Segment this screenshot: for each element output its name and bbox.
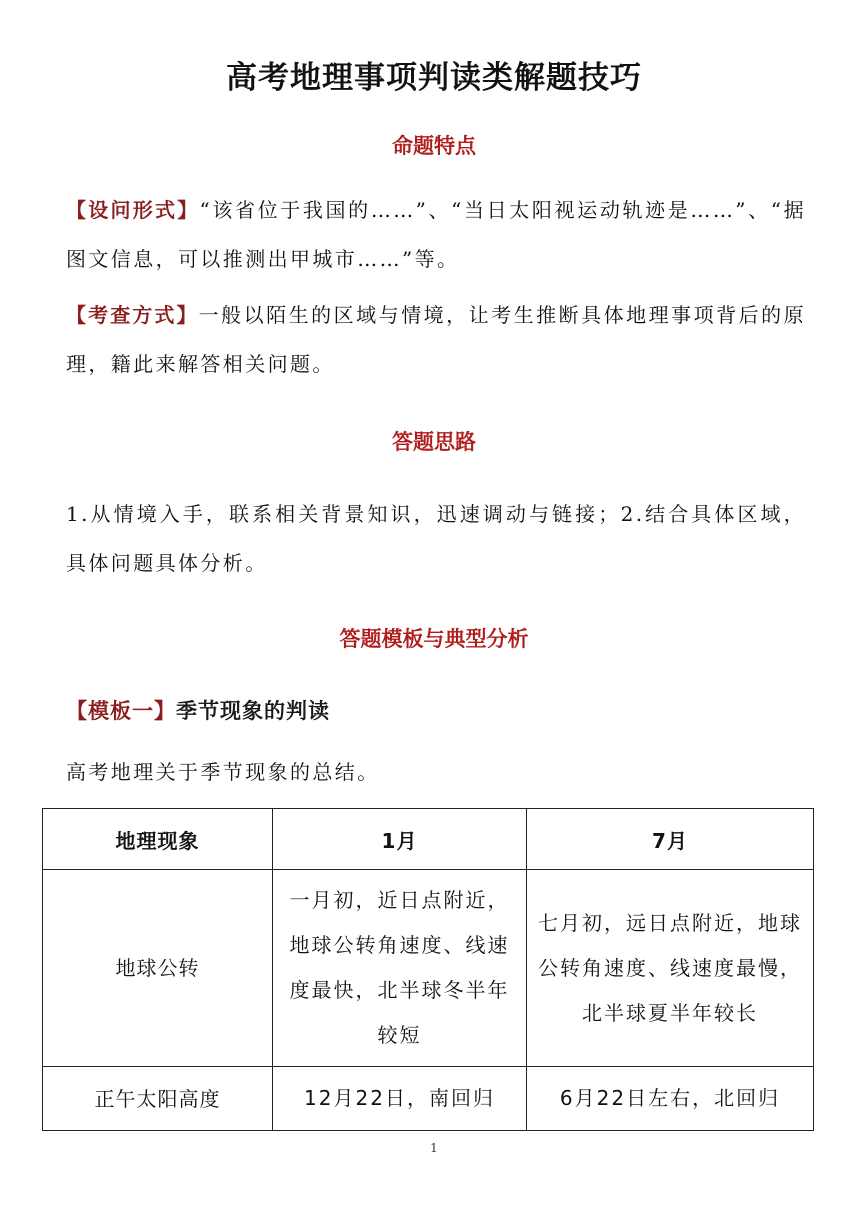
template1-intro: 高考地理关于季节现象的总结。 <box>66 760 380 784</box>
page-title: 高考地理事项判读类解题技巧 <box>226 60 642 96</box>
template1-title: 季节现象的判读 <box>176 699 330 723</box>
season-phenomena-table <box>42 808 814 1131</box>
question-form-paragraph <box>66 186 806 284</box>
template1-heading <box>66 695 330 725</box>
table-cell: 一月初，近日点附近，地球公转角速度、线速度最快，北半球冬半年较短 <box>273 870 527 1067</box>
table-cell: 地球公转 <box>43 870 273 1067</box>
section-heading-features: 命题特点 <box>392 134 476 158</box>
table-header-cell: 1月 <box>273 809 527 870</box>
section-heading-templates: 答题模板与典型分析 <box>339 627 529 651</box>
page-number: 1 <box>430 1141 438 1155</box>
table-cell: 6月22日左右，北回归 <box>527 1067 814 1131</box>
approach-paragraph: 1.从情境入手，联系相关背景知识，迅速调动与链接；2.结合具体区域，具体问题具体分析。 <box>66 502 806 575</box>
exam-method-label: 【考查方式】 <box>66 303 199 327</box>
table-row <box>43 1067 814 1131</box>
table-cell: 七月初，远日点附近，地球公转角速度、线速度最慢，北半球夏半年较长 <box>527 870 814 1067</box>
table-cell: 12月22日，南回归 <box>273 1067 527 1131</box>
table-header-cell: 地理现象 <box>43 809 273 870</box>
table-header-row <box>43 809 814 870</box>
question-form-text: “该省位于我国的……”、“当日太阳视运动轨迹是……”、“据图文信息，可以推测出甲城市……”等。 <box>66 198 806 271</box>
table-cell: 正午太阳高度 <box>43 1067 273 1131</box>
table-header-cell: 7月 <box>527 809 814 870</box>
section-heading-approach: 答题思路 <box>392 430 476 454</box>
table-row <box>43 870 814 1067</box>
template1-label: 【模板一】 <box>66 699 176 723</box>
question-form-label: 【设问形式】 <box>66 198 200 222</box>
exam-method-text: 一般以陌生的区域与情境，让考生推断具体地理事项背后的原理，籍此来解答相关问题。 <box>66 303 806 376</box>
exam-method-paragraph <box>66 291 806 389</box>
